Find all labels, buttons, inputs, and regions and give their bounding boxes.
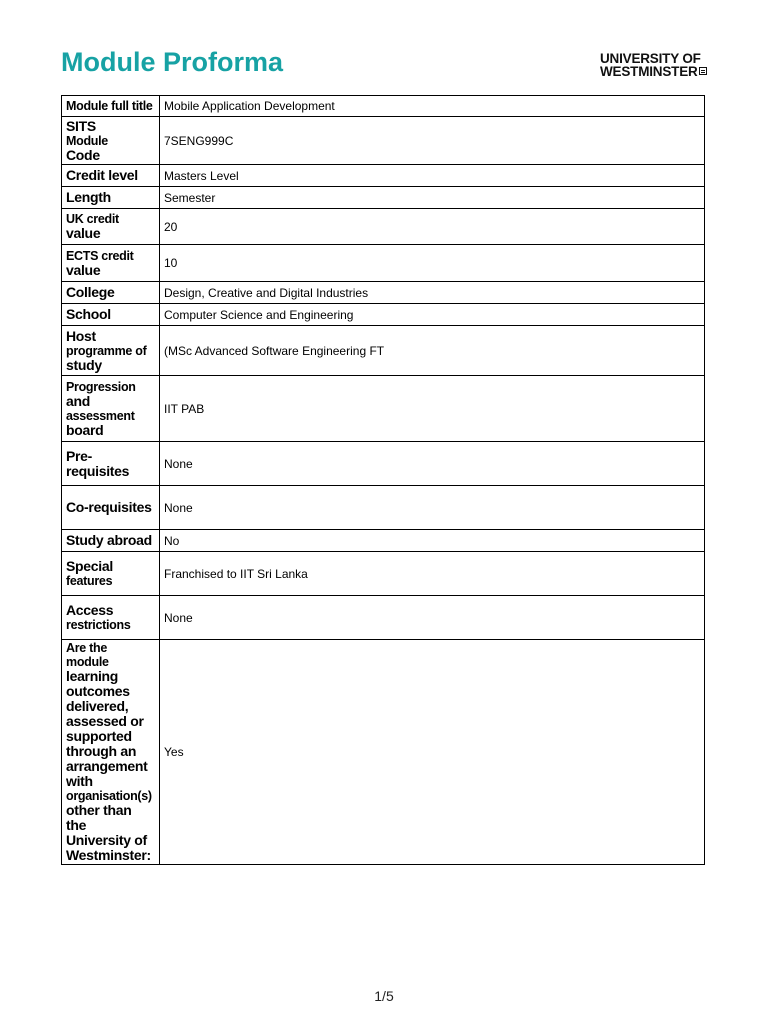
- table-row: [62, 326, 705, 376]
- table-row: [62, 245, 705, 282]
- table-row: [62, 96, 705, 117]
- row-label: Credit level: [62, 165, 160, 187]
- row-value: Franchised to IIT Sri Lanka: [160, 552, 705, 596]
- logo-line-2: WESTMINSTER: [600, 64, 698, 79]
- row-label: Module full title: [62, 96, 160, 117]
- row-value: 20: [160, 209, 705, 245]
- crest-icon: [699, 67, 707, 75]
- table-row: [62, 282, 705, 304]
- row-value: Mobile Application Development: [160, 96, 705, 117]
- row-value: IIT PAB: [160, 376, 705, 442]
- row-label: Host programme of study: [62, 326, 160, 376]
- table-row: [62, 486, 705, 530]
- row-label: Progression and assessment board: [62, 376, 160, 442]
- row-label: College: [62, 282, 160, 304]
- table-row: [62, 209, 705, 245]
- row-value: (MSc Advanced Software Engineering FT: [160, 326, 705, 376]
- row-value: Computer Science and Engineering: [160, 304, 705, 326]
- table-row: [62, 304, 705, 326]
- row-label: School: [62, 304, 160, 326]
- row-label: Are the module learning outcomes delivered, assessed or supported through an arrangement with organisation(s) other than the University of Westminster:: [62, 640, 160, 865]
- table-row: [62, 165, 705, 187]
- row-label: Length: [62, 187, 160, 209]
- row-value: No: [160, 530, 705, 552]
- row-label: Co-requisites: [62, 486, 160, 530]
- row-value: None: [160, 442, 705, 486]
- row-label: SITS Module Code: [62, 117, 160, 165]
- row-label: Study abroad: [62, 530, 160, 552]
- page-title: Module Proforma: [61, 47, 284, 77]
- table-row: [62, 530, 705, 552]
- row-label: Pre-requisites: [62, 442, 160, 486]
- logo-line-1: UNIVERSITY OF: [600, 51, 701, 66]
- row-value: None: [160, 486, 705, 530]
- table-row: [62, 596, 705, 640]
- table-row: [62, 552, 705, 596]
- row-label: UK credit value: [62, 209, 160, 245]
- row-value: Semester: [160, 187, 705, 209]
- page-number: 1/5: [374, 988, 394, 1004]
- table-row: [62, 117, 705, 165]
- row-value: Design, Creative and Digital Industries: [160, 282, 705, 304]
- table-row: [62, 640, 705, 865]
- table-row: [62, 442, 705, 486]
- module-info-table: [61, 95, 705, 865]
- row-value: 10: [160, 245, 705, 282]
- row-label: Access restrictions: [62, 596, 160, 640]
- row-value: Masters Level: [160, 165, 705, 187]
- table-row: [62, 376, 705, 442]
- row-value: None: [160, 596, 705, 640]
- row-label: ECTS credit value: [62, 245, 160, 282]
- row-label: Special features: [62, 552, 160, 596]
- row-value: 7SENG999C: [160, 117, 705, 165]
- row-value: Yes: [160, 640, 705, 865]
- table-row: [62, 187, 705, 209]
- university-logo: [600, 52, 707, 78]
